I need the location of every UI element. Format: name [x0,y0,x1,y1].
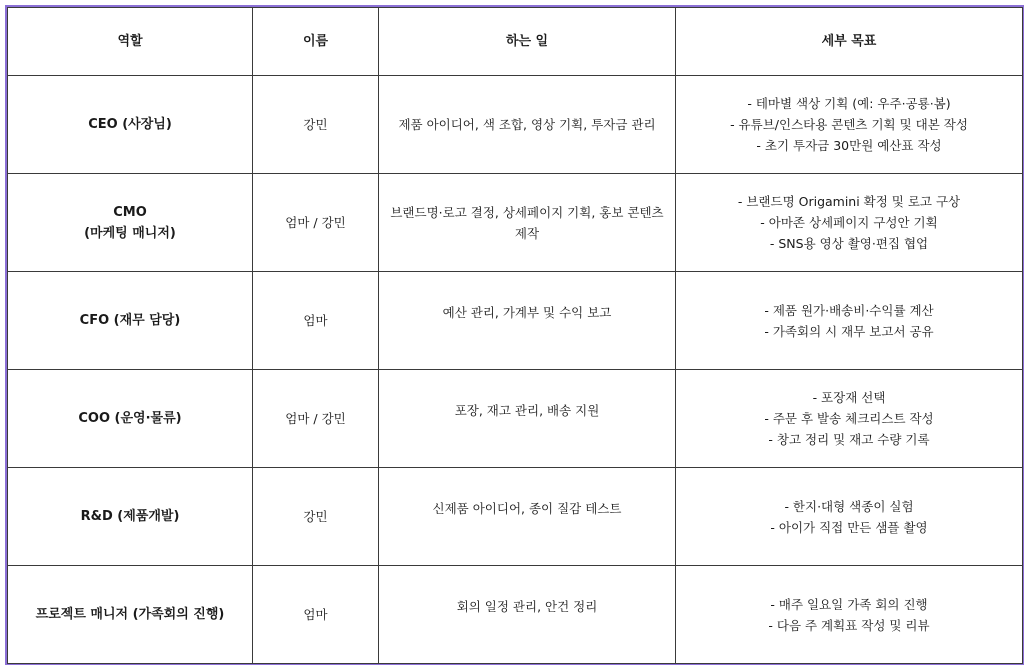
role-line: CFO (재무 담당) [79,313,181,328]
goal-item: - 제품 원가·배송비·수익률 계산 [764,302,934,318]
table-row [8,468,1023,566]
task-cell [379,468,676,566]
role-cell [8,566,253,664]
header-name: 이름 [253,8,379,76]
goals-cell [676,174,1023,272]
role-cell [8,468,253,566]
role-line: CMO [113,204,147,220]
task-text: 브랜드명·로고 결정, 상세페이지 기획, 홍보 콘텐츠 제작 [390,204,664,241]
goal-item: - 한지·대형 색종이 실험 [784,498,914,514]
task-cell [379,76,676,174]
role-cell [8,272,253,370]
role-cell [8,76,253,174]
goal-item: - 테마별 색상 기획 (예: 우주·공룡·봄) [747,96,951,111]
table-row [8,174,1023,272]
goals-cell [676,76,1023,174]
table-header-row [8,8,1023,76]
goal-item: - 브랜드명 Origamini 확정 및 로고 구상 [737,194,961,209]
goal-item: - 창고 정리 및 재고 수량 기록 [768,432,930,447]
role-line: CEO (사장님) [88,117,172,132]
goals-cell [676,468,1023,566]
goal-item: - 매주 일요일 가족 회의 진행 [770,596,928,612]
goal-item: - 초기 투자금 30만원 예산표 작성 [756,138,942,153]
name-cell: 엄마 / 강민 [253,370,379,468]
task-cell [379,566,676,664]
goals-cell [676,566,1023,664]
task-text: 포장, 재고 관리, 배송 지원 [454,403,600,418]
role-line: R&D (제품개발) [80,509,180,524]
goal-item: - 다음 주 계획표 작성 및 리뷰 [768,617,930,633]
goal-item: - 유튜브/인스타용 콘텐츠 기획 및 대본 작성 [730,117,968,132]
role-cell [8,174,253,272]
header-role: 역할 [8,8,253,76]
goals-cell [676,370,1023,468]
task-text: 회의 일정 관리, 안건 정리 [456,599,598,614]
name-cell: 엄마 [253,272,379,370]
table-row [8,76,1023,174]
name-cell: 엄마 [253,566,379,664]
name-cell: 엄마 / 강민 [253,174,379,272]
role-line: 프로젝트 매니저 (가족회의 진행) [35,607,225,622]
task-text: 예산 관리, 가계부 및 수익 보고 [442,305,612,320]
goal-item: - SNS용 영상 촬영·편집 협업 [769,236,929,251]
task-text: 신제품 아이디어, 종이 질감 테스트 [432,501,622,516]
header-task: 하는 일 [379,8,676,76]
header-goals: 세부 목표 [676,8,1023,76]
goals-cell [676,272,1023,370]
table-row [8,272,1023,370]
role-line: COO (운영·물류) [78,411,182,426]
goal-item: - 가족회의 시 재무 보고서 공유 [764,323,934,339]
task-text: 제품 아이디어, 색 조합, 영상 기획, 투자금 관리 [398,117,656,132]
name-cell: 강민 [253,468,379,566]
goal-item: - 아마존 상세페이지 구성안 기획 [760,215,938,230]
task-cell [379,272,676,370]
table-row [8,566,1023,664]
goal-item: - 아이가 직접 만든 샘플 촬영 [770,519,928,535]
role-line: (마케팅 매니저) [84,225,176,241]
name-cell: 강민 [253,76,379,174]
task-cell [379,370,676,468]
goal-item: - 포장재 선택 [812,390,886,405]
table-row [8,370,1023,468]
roles-table-frame [5,5,1024,665]
goal-item: - 주문 후 발송 체크리스트 작성 [764,411,934,426]
task-cell [379,174,676,272]
role-cell [8,370,253,468]
roles-table [7,7,1023,664]
